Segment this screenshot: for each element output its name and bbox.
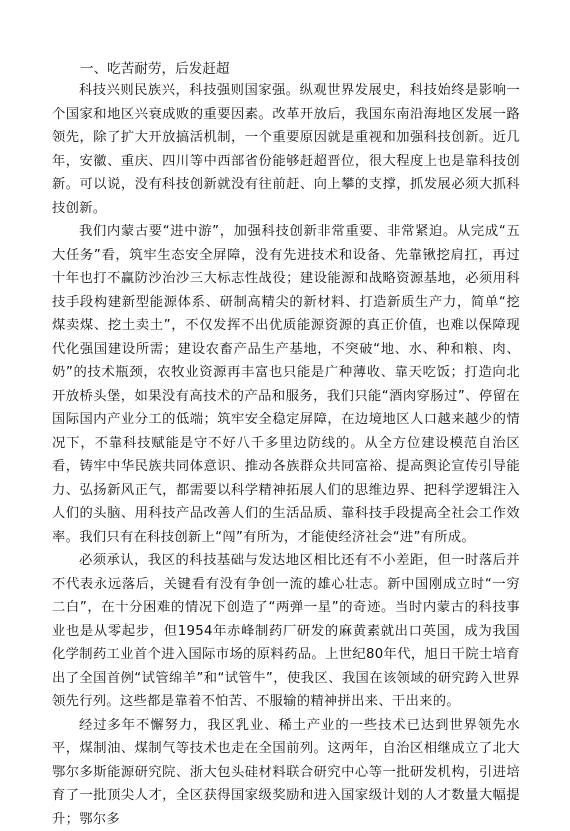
paragraph: 经过多年不懈努力，我区乳业、稀土产业的一些技术已达到世界领先水平，煤制油、煤制气等技术也走在全国前列。这两年，自治区相继成立了北大鄂尔多斯能源研究院、浙大包头硅材料联合研究中心等一批研发机构，引进培育了一批顶尖人才，全区获得国家级奖励和进入国家级计划的人才数量大幅提升；鄂尔多 — [52, 714, 520, 831]
section-heading: 一、吃苦耐劳，后发赶超 — [80, 59, 230, 79]
paragraph: 必须承认，我区的科技基础与发达地区相比还有不小差距，但一时落后并不代表永远落后，关键看有没有争创一流的雄心壮志。新中国刚成立时“一穷二白”，在十分困难的情况下创造了“两弹一星”的奇迹。当时内蒙古的科技事业也是从零起步，但1954年赤峰制药厂研发的麻黄素就出口英国，成为我国化学制药工业首个进入国际市场的原料药品。上世纪80年代，旭日干院士培育出了全国首例“试管绵羊”和“试管牛”，使我区、我国在该领域的研究跨入世界领先行列。这些都是靠着不怕苦、不服输的精神拼出来、干出来的。 — [52, 549, 520, 714]
paragraph: 科技兴则民族兴，科技强则国家强。纵观世界发展史，科技始终是影响一个国家和地区兴衰成败的重要因素。改革开放后，我国东南沿海地区发展一路领先，除了扩大开放搞活机制，一个重要原因就是重视和加强科技创新。近几年，安徽、重庆、四川等中西部省份能够赶超晋位，很大程度上也是靠科技创新。可以说，没有科技创新就没有往前赶、向上攀的支撑，抓发展必须大抓科技创新。 — [52, 79, 520, 220]
body-text — [52, 79, 520, 831]
paragraph: 我们内蒙古要“进中游”，加强科技创新非常重要、非常紧迫。从完成“五大任务”看，筑牢生态安全屏障，没有先进技术和设备、先靠锹挖肩扛，再过十年也打不赢防沙治沙三大标志性战役；建设能源和战略资源基地，必须用科技手段构建新型能源体系、研制高精尖的新材料、打造新质生产力，简单“挖煤卖煤、挖土卖土”，不仅发挥不出优质能源资源的真正价值，也难以保障现代化强国建设所需；建设农畜产品生产基地，不突破“地、水、种和粮、肉、奶”的技术瓶颈，农牧业资源再丰富也只能是广种薄收、靠天吃饭；打造向北开放桥头堡，如果没有高技术的产品和服务，我们只能“酒肉穿肠过”、停留在国际国内产业分工的低端；筑牢安全稳定屏障，在边境地区人口越来越少的情况下，不靠科技赋能是守不好八千多里边防线的。从全方位建设模范自治区看，铸牢中华民族共同体意识、推动各族群众共同富裕、提高舆论宣传引导能力、弘扬新风正气，都需要以科学精神拓展人们的思维边界、把科学逻辑注入人们的头脑、用科技产品改善人们的生活品质、靠科技手段提高全社会工作效率。我们只有在科技创新上“闯”有所为，才能使经济社会“进”有所成。 — [52, 220, 520, 549]
